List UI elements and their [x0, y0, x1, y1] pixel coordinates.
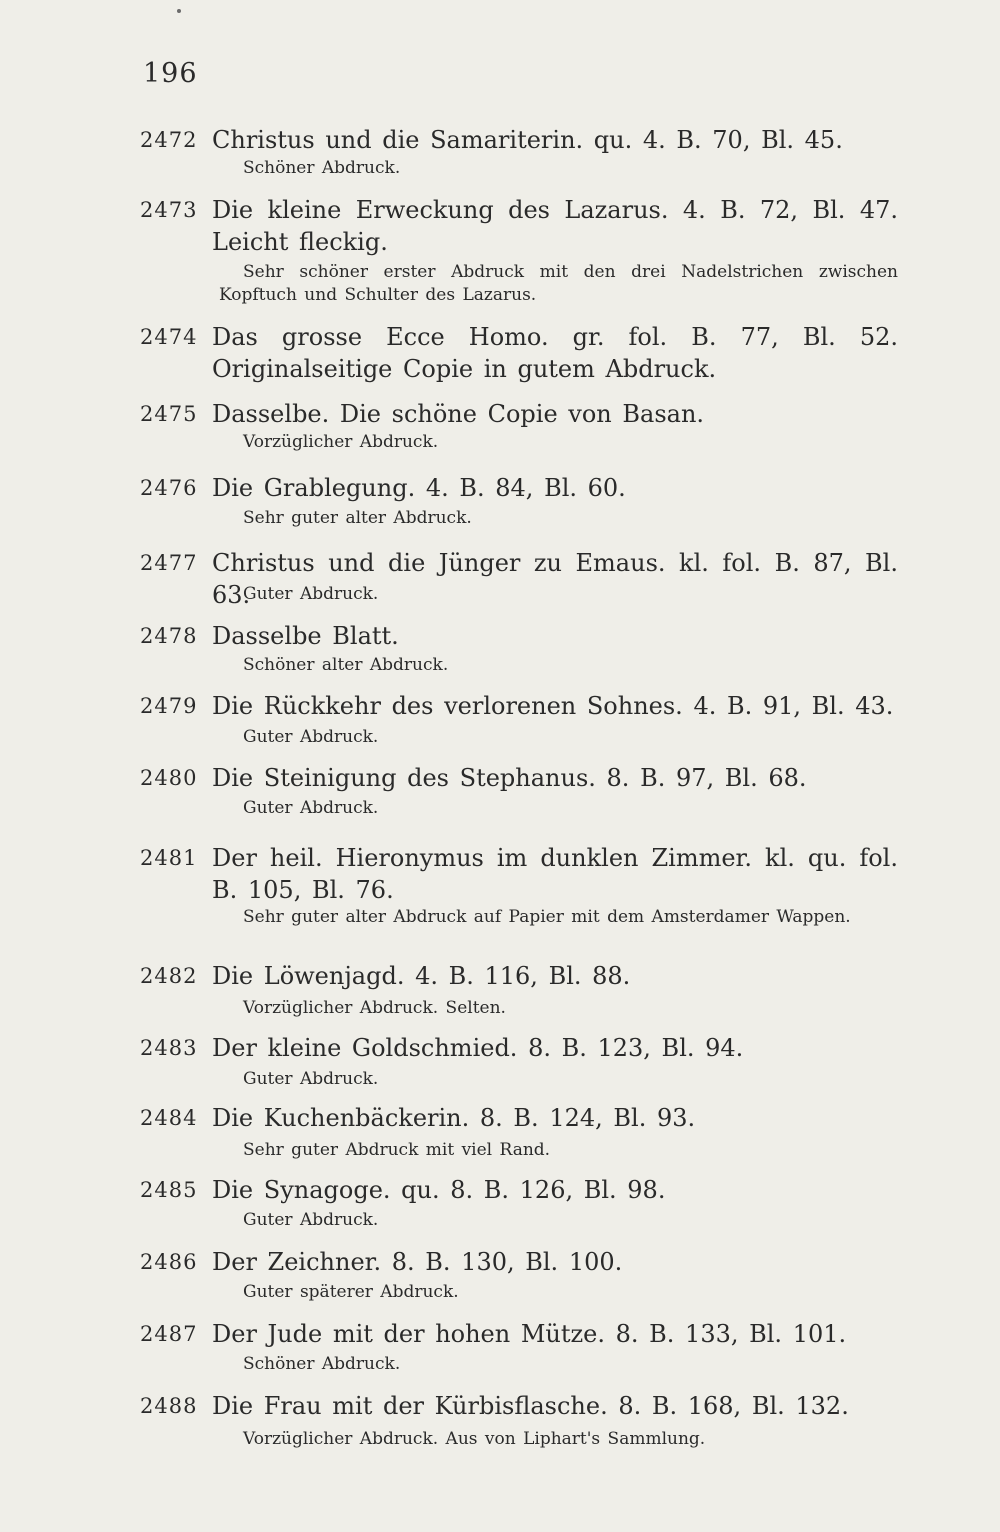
entry-number: 2488 [140, 1394, 198, 1418]
entry-note: Vorzüglicher Abdruck. Selten. [243, 998, 506, 1018]
entry-note: Guter Abdruck. [243, 1069, 379, 1089]
entry-number: 2485 [140, 1178, 198, 1202]
entry-note: Guter Abdruck. [243, 1210, 379, 1230]
entry-number: 2474 [140, 325, 198, 349]
entry-title: Der Zeichner. 8. B. 130, Bl. 100. [212, 1248, 623, 1276]
entry-number: 2484 [140, 1106, 198, 1130]
entry-title: Dasselbe. Die schöne Copie von Basan. [212, 400, 705, 428]
entry-note: Sehr guter alter Abdruck. [243, 508, 472, 528]
entry-note: Guter Abdruck. [243, 727, 379, 747]
entry-title: Die kleine Erweckung des Lazarus. 4. B. 72, Bl. 47. Leicht fleckig. [212, 196, 898, 256]
entry-number: 2475 [140, 402, 198, 426]
entry-note: Schöner Abdruck. [243, 1354, 401, 1374]
entry-number: 2480 [140, 766, 198, 790]
entry-title: Der heil. Hieronymus im dunklen Zimmer. kl. qu. fol. B. 105, Bl. 76. [212, 844, 898, 904]
entry-number: 2473 [140, 198, 198, 222]
entry-title: Die Kuchenbäckerin. 8. B. 124, Bl. 93. [212, 1104, 696, 1132]
entry-title: Die Steinigung des Stephanus. 8. B. 97, Bl. 68. [212, 764, 807, 792]
entry-number: 2472 [140, 128, 198, 152]
entry-title: Der Jude mit der hohen Mütze. 8. B. 133, Bl. 101. [212, 1320, 847, 1348]
entry-number: 2486 [140, 1250, 198, 1274]
entry-note: Schöner Abdruck. [243, 158, 401, 178]
entry-title: Dasselbe Blatt. [212, 622, 399, 650]
entry-note: Sehr guter Abdruck mit viel Rand. [243, 1140, 551, 1160]
entry-note: Guter späterer Abdruck. [243, 1282, 459, 1302]
entry-note: Guter Abdruck. [243, 584, 379, 604]
entry-number: 2487 [140, 1322, 198, 1346]
entry-number: 2483 [140, 1036, 198, 1060]
entry-number: 2476 [140, 476, 198, 500]
entry-title: Die Frau mit der Kürbisflasche. 8. B. 168, Bl. 132. [212, 1392, 849, 1420]
entry-number: 2479 [140, 694, 198, 718]
entry-number: 2477 [140, 551, 198, 575]
entry-note: Sehr guter alter Abdruck auf Papier mit dem Amsterdamer Wappen. [243, 907, 851, 927]
entry-note: Guter Abdruck. [243, 798, 379, 818]
entry-note: Schöner alter Abdruck. [243, 655, 449, 675]
entry-number: 2481 [140, 846, 198, 870]
entry-note: Vorzüglicher Abdruck. Aus von Liphart's Sammlung. [243, 1429, 706, 1449]
entry-title: Die Grablegung. 4. B. 84, Bl. 60. [212, 474, 626, 502]
entry-number: 2478 [140, 624, 198, 648]
entry-title: Die Rückkehr des verlorenen Sohnes. 4. B. 91, Bl. 43. [212, 692, 894, 720]
entry-title: Die Löwenjagd. 4. B. 116, Bl. 88. [212, 962, 631, 990]
entry-title: Der kleine Goldschmied. 8. B. 123, Bl. 94. [212, 1034, 744, 1062]
entry-title: Christus und die Samariterin. qu. 4. B. 70, Bl. 45. [212, 126, 843, 154]
entry-title: Das grosse Ecce Homo. gr. fol. B. 77, Bl. 52. Originalseitige Copie in gutem Abdruck. [212, 323, 898, 383]
entry-note: Vorzüglicher Abdruck. [243, 432, 439, 452]
entry-title: Die Synagoge. qu. 8. B. 126, Bl. 98. [212, 1176, 666, 1204]
entry-title: Christus und die Jünger zu Emaus. kl. fol. B. 87, Bl. 63. [212, 549, 898, 609]
entry-number: 2482 [140, 964, 198, 988]
page-number: 196 [143, 58, 198, 89]
entry-note: Sehr schöner erster Abdruck mit den drei Nadelstrichen zwischen Kopftuch und Schulter des Lazarus. [219, 262, 898, 305]
